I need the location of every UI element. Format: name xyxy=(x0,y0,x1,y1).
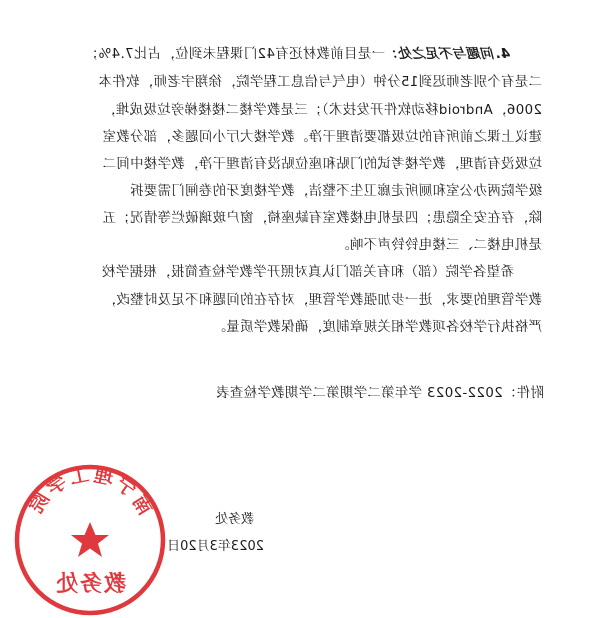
signature-date: 2023年3月20日 xyxy=(167,539,264,554)
paragraph-line-10: 教学管理的要求，进一步加强教学管理，对存在的问题和不足及时整改， xyxy=(102,293,542,308)
paragraph-line-4: 建议上课之前所有的垃圾都要清理干净。教学楼大厅小问题多，部分教室 xyxy=(102,130,542,145)
paragraph-line-6: 级学院两办公室和厕所走廊卫生不整洁，教学楼度牙的卷闸门需要拆 xyxy=(129,184,542,199)
seal-star-icon xyxy=(71,522,109,557)
attachment-line: 附件：2022-2023 学年第二学期第二学期教学检查表 xyxy=(215,386,544,401)
paragraph-line-11: 严格执行学校各项教学相关规章制度，确保教学质量。 xyxy=(212,320,542,335)
paragraph-line-8: 是机电楼二、三楼电铃铃声不响。 xyxy=(335,238,542,253)
paragraph-line-1: 一是目前教材还有42门课程未到位，占比7.4%； xyxy=(84,47,385,62)
svg-text:南宁理工学院 xyxy=(23,464,156,520)
paragraph-line-3: 2006，Android移动软件开发技术）；三是教学楼二楼楼梯旁垃圾成堆， xyxy=(101,103,542,118)
paragraph-line-5: 垃圾没有清理，教学楼考试的门贴和座位贴没有清理干净，教学楼中间二 xyxy=(102,157,542,172)
heading-line xyxy=(84,46,510,63)
paragraph-line-7: 除，存在安全隐患；四是机电楼教室有缺座椅，窗户玻璃破烂等情况；五 xyxy=(102,211,542,226)
paragraph-line-2: 二是有个别老师迟到15分钟（电气与信息工程学院，徐翔宇老师，软件本 xyxy=(98,75,542,90)
signature-office: 教务处 xyxy=(214,512,254,527)
seal-office: 教务处 xyxy=(53,572,127,597)
official-seal-icon xyxy=(10,458,170,618)
section-heading: 4.问题与不足之处： xyxy=(384,47,510,62)
paragraph-line-9: 希望各学院（部）和有关部门认真对照开学教学检查简报，根据学校 xyxy=(101,265,514,280)
seal-organization: 南宁理工学院 xyxy=(23,463,157,520)
